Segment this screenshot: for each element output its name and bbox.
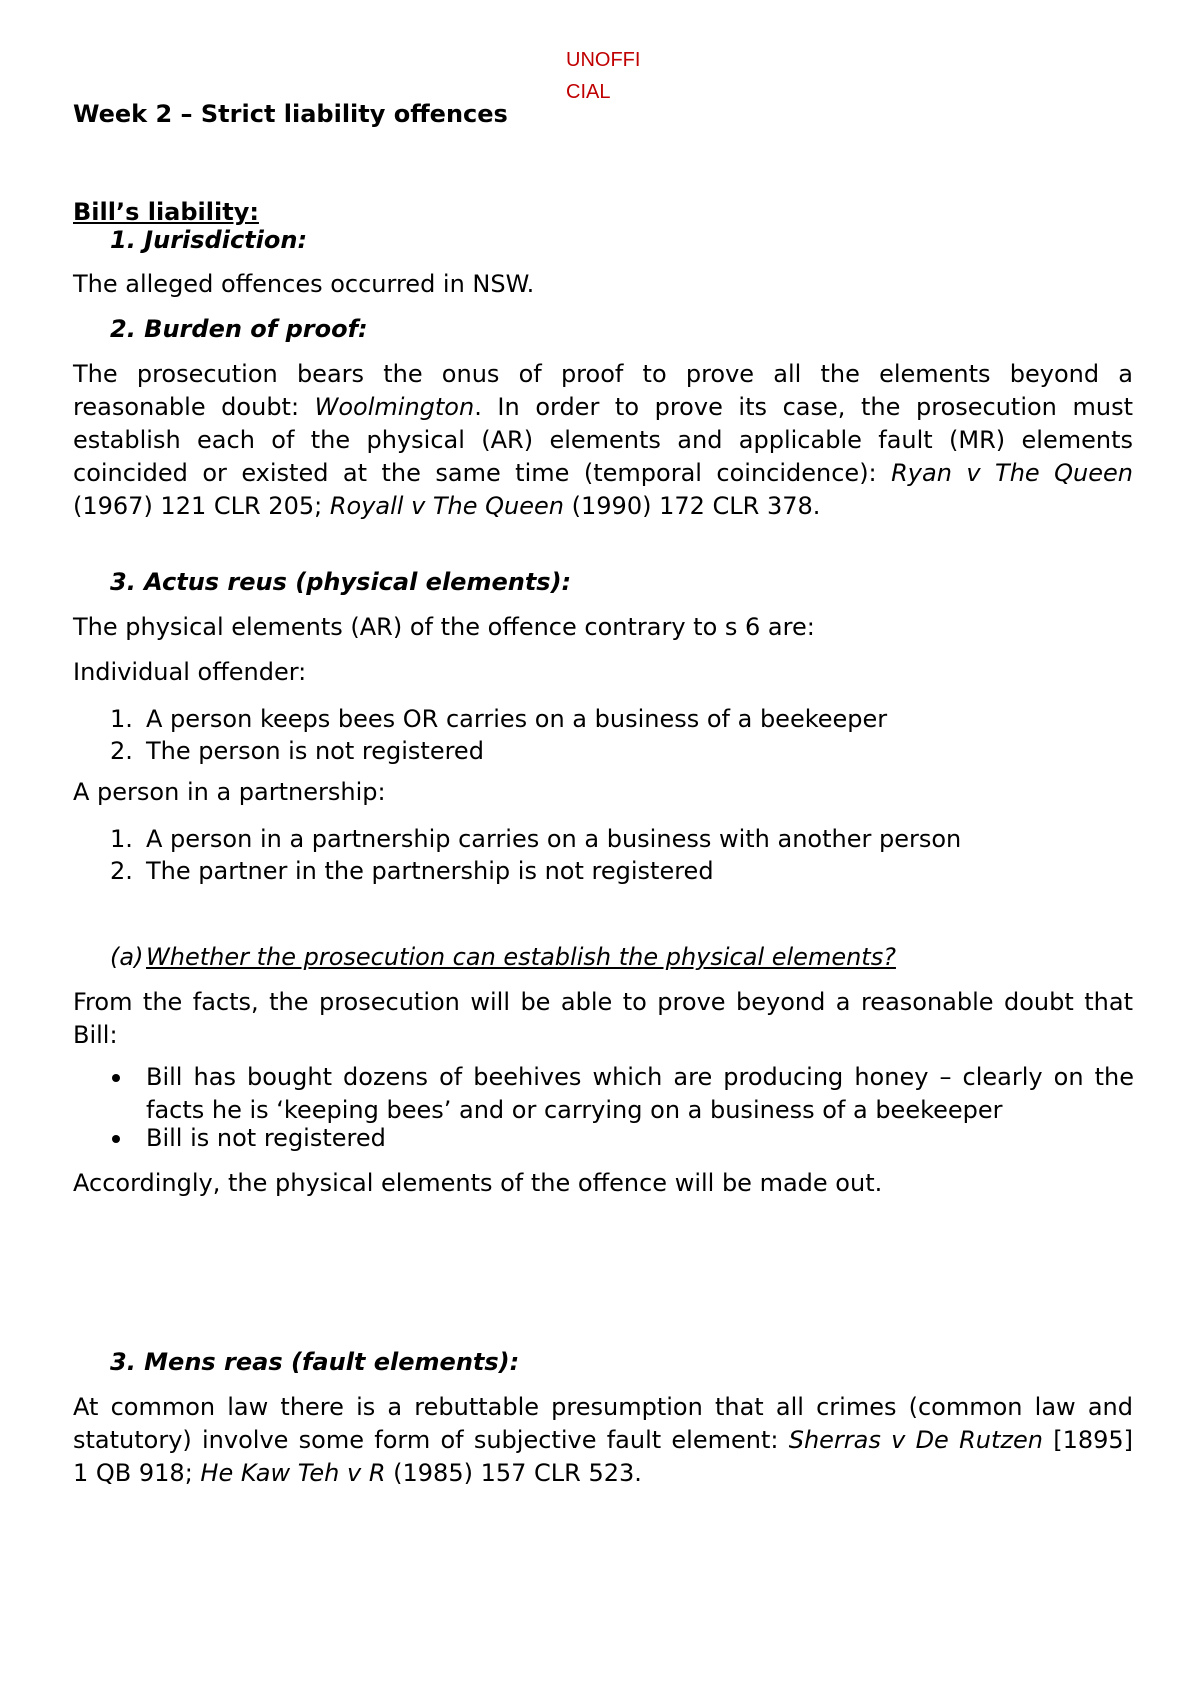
burden-line-4: coincided or existed at the same time (temporal coincidence): Ryan v The Queen: [73, 459, 1133, 487]
bullet-icon: [112, 1135, 120, 1143]
classification-marking: UNOFFICIAL: [566, 49, 641, 103]
facts-paragraph: [73, 986, 1133, 1052]
actus-reus-intro: The physical elements (AR) of the offence contrary to s 6 are:: [73, 613, 815, 641]
actus-reus-conclusion: Accordingly, the physical elements of the offence will be made out.: [73, 1169, 883, 1197]
case-woolmington: Woolmington: [314, 393, 475, 421]
sub-question-label: (a): [110, 943, 144, 971]
case-royall: Royall v The Queen: [329, 492, 565, 520]
individual-offender-label: Individual offender:: [73, 658, 307, 686]
list-item: 1. A person keeps bees OR carries on a business of a beekeeper: [110, 705, 888, 733]
burden-heading: 2. Burden of proof:: [110, 315, 368, 343]
jurisdiction-text: The alleged offences occurred in NSW.: [73, 270, 535, 298]
individual-elements-list: [0, 703, 1200, 767]
document-page: UNOFFICIAL Week 2 – Strict liability offences Bill’s liability: 1. Jurisdiction: The alleged offences occurred in NSW. 2. Burden of proof: The prosecution bears the onus of proof to prove all the elements beyond a reasonable doubt: Woolmington. In order to prove its case, the prosecution must establish each of the physical (AR) elements and applicable fault (MR) elements coincided or existed at the same time (temporal coincidence): Ryan v The Queen (1967) 121 CLR 205; Royall v The Queen (1990) 172 CLR 378. 3. Actus reus (physical elements): The physical elements (AR) of the offence contrary to s 6 are: Individual offender: 1. A person keeps bees OR carries on a business of a beekeeper 2. The person is not registered A person in a partnership: 1. A person in a partnership carries on a business with another person 2. The partner in the partnership is not registered (a) Whether the prosecution can establish the physical elements? From the facts, the prosecution will be able to prove beyond a reasonable doubt that Bill: Bill has bought dozens of beehives which are producing honey – clearly on the facts he is ‘keeping bees’ and or carrying on a business of a beekeeper Bill is not registered Accordingly, the physical elements of the offence will be made out. 3. Mens reas (fault elements): At common law there is a rebuttable presumption that all crimes (common law and statutory) involve some form of subjective fault element: Sherras v De Rutzen [1895] 1 QB 918; He Kaw Teh v R (1985) 157 CLR 523.: [0, 0, 1200, 1696]
facts-line-1: From the facts, the prosecution will be able to prove beyond a reasonable doubt that: [73, 988, 1133, 1016]
case-sherras: Sherras v De Rutzen: [788, 1426, 1043, 1454]
burden-line-3: establish each of the physical (AR) elements and applicable fault (MR) elements: [73, 426, 1133, 454]
partnership-label: A person in a partnership:: [73, 778, 386, 806]
mens-rea-line-2: statutory) involve some form of subjective fault element: Sherras v De Rutzen [1895]: [73, 1426, 1134, 1454]
page-title: Week 2 – Strict liability offences: [73, 100, 508, 128]
mens-rea-heading: 3. Mens reas (fault elements):: [110, 1348, 520, 1376]
case-he-kaw-teh: He Kaw Teh v R: [200, 1459, 386, 1487]
jurisdiction-heading: 1. Jurisdiction:: [110, 226, 308, 254]
bullet-icon: [112, 1074, 120, 1082]
actus-reus-heading: 3. Actus reus (physical elements):: [110, 568, 572, 596]
burden-line-1: The prosecution bears the onus of proof to prove all the elements beyond a: [73, 360, 1133, 388]
burden-line-5: (1967) 121 CLR 205; Royall v The Queen (1990) 172 CLR 378.: [73, 492, 821, 520]
mens-rea-line-1: At common law there is a rebuttable presumption that all crimes (common law and: [73, 1393, 1133, 1421]
sub-question: [110, 941, 1170, 974]
list-item: 2. The person is not registered: [110, 737, 484, 765]
partnership-elements-list: [0, 823, 1200, 887]
subject-heading: Bill’s liability:: [73, 198, 259, 226]
burden-line-2: reasonable doubt: Woolmington. In order to prove its case, the prosecution must: [73, 393, 1133, 421]
sub-question-text: Whether the prosecution can establish the physical elements?: [146, 943, 896, 971]
mens-rea-line-3: 1 QB 918; He Kaw Teh v R (1985) 157 CLR 523.: [73, 1459, 642, 1487]
case-ryan: Ryan v The Queen: [891, 459, 1133, 487]
mens-rea-paragraph: [73, 1391, 1133, 1490]
list-item: 2. The partner in the partnership is not registered: [110, 857, 714, 885]
list-item: 1. A person in a partnership carries on a business with another person: [110, 825, 962, 853]
burden-paragraph: [73, 358, 1133, 523]
facts-line-2: Bill:: [73, 1021, 118, 1049]
